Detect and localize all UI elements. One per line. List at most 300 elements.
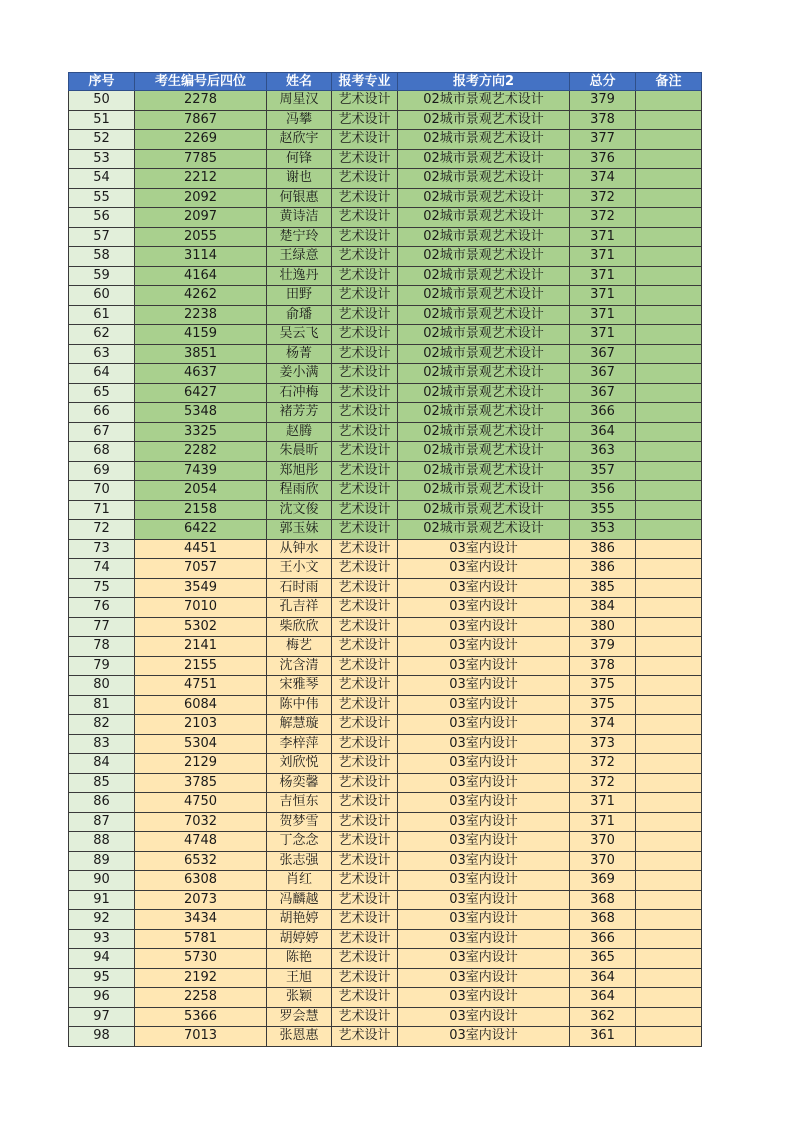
table-row [69,91,702,111]
cell-name: 胡艳婷 [267,910,332,930]
cell-direction: 03室内设计 [398,890,570,910]
cell-name: 解慧璇 [267,715,332,735]
cell-seq: 82 [69,715,135,735]
cell-seq: 90 [69,871,135,891]
table-row [69,851,702,871]
table-row [69,578,702,598]
cell-score: 364 [570,422,636,442]
table-row [69,871,702,891]
cell-id: 4751 [135,676,267,696]
cell-score: 372 [570,773,636,793]
cell-id: 4262 [135,286,267,306]
cell-name: 孔吉祥 [267,598,332,618]
cell-major: 艺术设计 [332,91,398,111]
cell-note [636,364,702,384]
cell-score: 368 [570,890,636,910]
table-row [69,266,702,286]
cell-seq: 91 [69,890,135,910]
header-id: 考生编号后四位 [135,73,267,91]
cell-direction: 03室内设计 [398,832,570,852]
cell-note [636,598,702,618]
cell-direction: 03室内设计 [398,988,570,1008]
cell-id: 2212 [135,169,267,189]
table-row [69,227,702,247]
cell-score: 364 [570,968,636,988]
cell-id: 3785 [135,773,267,793]
cell-major: 艺术设计 [332,286,398,306]
cell-seq: 71 [69,500,135,520]
cell-name: 贺梦雪 [267,812,332,832]
cell-direction: 03室内设计 [398,1007,570,1027]
cell-id: 3114 [135,247,267,267]
cell-note [636,773,702,793]
cell-name: 黄诗洁 [267,208,332,228]
cell-direction: 03室内设计 [398,773,570,793]
table-row [69,403,702,423]
cell-direction: 02城市景观艺术设计 [398,266,570,286]
cell-direction: 02城市景观艺术设计 [398,403,570,423]
cell-score: 369 [570,871,636,891]
cell-name: 从钟水 [267,539,332,559]
cell-seq: 85 [69,773,135,793]
cell-note [636,403,702,423]
cell-id: 6084 [135,695,267,715]
table-row [69,130,702,150]
cell-note [636,305,702,325]
cell-id: 4748 [135,832,267,852]
cell-score: 378 [570,110,636,130]
cell-id: 2092 [135,188,267,208]
table-row [69,910,702,930]
cell-score: 377 [570,130,636,150]
cell-score: 371 [570,325,636,345]
cell-id: 4164 [135,266,267,286]
cell-name: 张志强 [267,851,332,871]
cell-major: 艺术设计 [332,227,398,247]
cell-direction: 03室内设计 [398,754,570,774]
cell-seq: 87 [69,812,135,832]
cell-seq: 78 [69,637,135,657]
cell-seq: 96 [69,988,135,1008]
header-note: 备注 [636,73,702,91]
cell-score: 370 [570,832,636,852]
cell-direction: 03室内设计 [398,676,570,696]
cell-major: 艺术设计 [332,871,398,891]
cell-id: 7013 [135,1027,267,1047]
cell-seq: 66 [69,403,135,423]
cell-id: 2103 [135,715,267,735]
cell-direction: 03室内设计 [398,539,570,559]
cell-score: 371 [570,305,636,325]
cell-name: 丁念念 [267,832,332,852]
cell-id: 7439 [135,461,267,481]
cell-score: 375 [570,695,636,715]
cell-major: 艺术设计 [332,949,398,969]
cell-name: 陈艳 [267,949,332,969]
cell-major: 艺术设计 [332,793,398,813]
cell-seq: 70 [69,481,135,501]
cell-id: 2054 [135,481,267,501]
cell-direction: 02城市景观艺术设计 [398,286,570,306]
cell-name: 谢也 [267,169,332,189]
cell-major: 艺术设计 [332,305,398,325]
cell-name: 王绿意 [267,247,332,267]
cell-id: 5304 [135,734,267,754]
header-name: 姓名 [267,73,332,91]
cell-direction: 03室内设计 [398,851,570,871]
cell-id: 2238 [135,305,267,325]
cell-major: 艺术设计 [332,578,398,598]
cell-seq: 57 [69,227,135,247]
cell-score: 367 [570,383,636,403]
cell-direction: 02城市景观艺术设计 [398,481,570,501]
cell-major: 艺术设计 [332,169,398,189]
cell-direction: 02城市景观艺术设计 [398,208,570,228]
cell-major: 艺术设计 [332,968,398,988]
cell-major: 艺术设计 [332,481,398,501]
cell-score: 365 [570,949,636,969]
cell-note [636,1027,702,1047]
cell-note [636,812,702,832]
cell-name: 罗会慧 [267,1007,332,1027]
cell-major: 艺术设计 [332,832,398,852]
cell-score: 361 [570,1027,636,1047]
cell-major: 艺术设计 [332,656,398,676]
cell-id: 2097 [135,208,267,228]
header-seq: 序号 [69,73,135,91]
cell-note [636,676,702,696]
cell-score: 376 [570,149,636,169]
cell-major: 艺术设计 [332,442,398,462]
cell-name: 郭玉妹 [267,520,332,540]
header-major: 报考专业 [332,73,398,91]
cell-direction: 02城市景观艺术设计 [398,110,570,130]
table-row [69,344,702,364]
cell-major: 艺术设计 [332,617,398,637]
cell-major: 艺术设计 [332,520,398,540]
cell-note [636,344,702,364]
cell-note [636,539,702,559]
table-row [69,520,702,540]
cell-id: 2055 [135,227,267,247]
table-row [69,461,702,481]
table-row [69,598,702,618]
table-row [69,949,702,969]
cell-direction: 03室内设计 [398,637,570,657]
cell-seq: 75 [69,578,135,598]
table-row [69,149,702,169]
cell-note [636,149,702,169]
cell-name: 褚芳芳 [267,403,332,423]
cell-name: 姜小满 [267,364,332,384]
table-row [69,988,702,1008]
cell-note [636,500,702,520]
cell-direction: 02城市景观艺术设计 [398,91,570,111]
cell-seq: 61 [69,305,135,325]
cell-note [636,422,702,442]
cell-name: 柴欣欣 [267,617,332,637]
cell-major: 艺术设计 [332,208,398,228]
cell-major: 艺术设计 [332,461,398,481]
cell-note [636,91,702,111]
cell-note [636,988,702,1008]
cell-seq: 60 [69,286,135,306]
cell-score: 371 [570,286,636,306]
cell-score: 371 [570,812,636,832]
cell-score: 371 [570,266,636,286]
table-row [69,364,702,384]
cell-score: 379 [570,91,636,111]
cell-id: 7867 [135,110,267,130]
cell-name: 梅艺 [267,637,332,657]
cell-name: 张恩惠 [267,1027,332,1047]
cell-id: 4750 [135,793,267,813]
cell-name: 周星汉 [267,91,332,111]
cell-name: 杨菁 [267,344,332,364]
cell-seq: 74 [69,559,135,579]
cell-score: 367 [570,344,636,364]
table-row [69,754,702,774]
cell-id: 4637 [135,364,267,384]
cell-direction: 02城市景观艺术设计 [398,364,570,384]
table-row [69,812,702,832]
cell-id: 3434 [135,910,267,930]
cell-seq: 73 [69,539,135,559]
cell-seq: 63 [69,344,135,364]
table-row [69,890,702,910]
cell-major: 艺术设计 [332,851,398,871]
cell-score: 386 [570,539,636,559]
cell-name: 田野 [267,286,332,306]
cell-id: 6532 [135,851,267,871]
cell-direction: 03室内设计 [398,1027,570,1047]
cell-note [636,169,702,189]
cell-score: 379 [570,637,636,657]
cell-major: 艺术设计 [332,364,398,384]
table-row [69,695,702,715]
cell-seq: 97 [69,1007,135,1027]
cell-seq: 56 [69,208,135,228]
cell-direction: 03室内设计 [398,929,570,949]
cell-direction: 02城市景观艺术设计 [398,325,570,345]
cell-major: 艺术设计 [332,676,398,696]
cell-id: 2282 [135,442,267,462]
table-row [69,481,702,501]
cell-id: 7032 [135,812,267,832]
cell-score: 374 [570,169,636,189]
table-row [69,383,702,403]
cell-direction: 03室内设计 [398,734,570,754]
cell-major: 艺术设计 [332,1007,398,1027]
cell-seq: 84 [69,754,135,774]
table-row [69,422,702,442]
cell-id: 2141 [135,637,267,657]
cell-direction: 02城市景观艺术设计 [398,188,570,208]
table-row [69,208,702,228]
table-row [69,305,702,325]
cell-direction: 03室内设计 [398,715,570,735]
cell-major: 艺术设计 [332,754,398,774]
cell-seq: 67 [69,422,135,442]
cell-id: 5781 [135,929,267,949]
cell-score: 355 [570,500,636,520]
cell-seq: 59 [69,266,135,286]
cell-note [636,715,702,735]
cell-note [636,520,702,540]
table-row [69,929,702,949]
cell-seq: 69 [69,461,135,481]
cell-score: 353 [570,520,636,540]
cell-name: 宋雅琴 [267,676,332,696]
cell-seq: 58 [69,247,135,267]
cell-score: 384 [570,598,636,618]
cell-id: 2073 [135,890,267,910]
cell-direction: 03室内设计 [398,910,570,930]
cell-id: 3325 [135,422,267,442]
cell-major: 艺术设计 [332,247,398,267]
cell-name: 冯麟越 [267,890,332,910]
cell-major: 艺术设计 [332,559,398,579]
cell-seq: 72 [69,520,135,540]
cell-seq: 55 [69,188,135,208]
cell-major: 艺术设计 [332,344,398,364]
cell-seq: 86 [69,793,135,813]
cell-major: 艺术设计 [332,1027,398,1047]
cell-note [636,832,702,852]
cell-major: 艺术设计 [332,130,398,150]
cell-id: 2192 [135,968,267,988]
cell-major: 艺术设计 [332,734,398,754]
cell-score: 363 [570,442,636,462]
cell-seq: 98 [69,1027,135,1047]
cell-name: 赵欣宇 [267,130,332,150]
cell-id: 7057 [135,559,267,579]
cell-name: 俞璠 [267,305,332,325]
table-row [69,325,702,345]
score-table [68,72,702,1047]
cell-direction: 02城市景观艺术设计 [398,247,570,267]
cell-score: 370 [570,851,636,871]
cell-direction: 02城市景观艺术设计 [398,305,570,325]
cell-major: 艺术设计 [332,149,398,169]
cell-direction: 03室内设计 [398,812,570,832]
cell-note [636,286,702,306]
cell-seq: 95 [69,968,135,988]
table-row [69,110,702,130]
cell-direction: 02城市景观艺术设计 [398,169,570,189]
cell-note [636,754,702,774]
cell-name: 吴云飞 [267,325,332,345]
cell-score: 357 [570,461,636,481]
cell-score: 356 [570,481,636,501]
table-row [69,1027,702,1047]
header-score: 总分 [570,73,636,91]
cell-name: 张颖 [267,988,332,1008]
cell-note [636,130,702,150]
cell-name: 王旭 [267,968,332,988]
cell-name: 石时雨 [267,578,332,598]
cell-id: 5348 [135,403,267,423]
table-row [69,637,702,657]
cell-name: 刘欣悦 [267,754,332,774]
header-direction: 报考方向2 [398,73,570,91]
cell-seq: 68 [69,442,135,462]
cell-major: 艺术设计 [332,500,398,520]
cell-score: 371 [570,227,636,247]
cell-direction: 03室内设计 [398,598,570,618]
cell-score: 371 [570,793,636,813]
cell-id: 7010 [135,598,267,618]
cell-name: 沈文俊 [267,500,332,520]
cell-score: 373 [570,734,636,754]
cell-note [636,383,702,403]
cell-seq: 50 [69,91,135,111]
cell-score: 364 [570,988,636,1008]
cell-name: 胡婷婷 [267,929,332,949]
cell-id: 6427 [135,383,267,403]
cell-seq: 65 [69,383,135,403]
cell-major: 艺术设计 [332,695,398,715]
table-row [69,715,702,735]
table-row [69,832,702,852]
cell-seq: 64 [69,364,135,384]
cell-major: 艺术设计 [332,637,398,657]
cell-direction: 02城市景观艺术设计 [398,442,570,462]
cell-seq: 79 [69,656,135,676]
cell-major: 艺术设计 [332,422,398,442]
cell-id: 4451 [135,539,267,559]
cell-note [636,656,702,676]
cell-id: 4159 [135,325,267,345]
cell-direction: 02城市景观艺术设计 [398,520,570,540]
cell-score: 362 [570,1007,636,1027]
cell-id: 2129 [135,754,267,774]
table-row [69,539,702,559]
cell-note [636,578,702,598]
cell-id: 3549 [135,578,267,598]
cell-major: 艺术设计 [332,910,398,930]
cell-name: 何锋 [267,149,332,169]
table-row [69,442,702,462]
cell-note [636,188,702,208]
cell-seq: 83 [69,734,135,754]
cell-note [636,637,702,657]
cell-id: 3851 [135,344,267,364]
cell-direction: 02城市景观艺术设计 [398,130,570,150]
cell-name: 赵腾 [267,422,332,442]
table-header [69,73,702,91]
cell-direction: 02城市景观艺术设计 [398,422,570,442]
cell-note [636,929,702,949]
cell-seq: 81 [69,695,135,715]
cell-note [636,110,702,130]
cell-major: 艺术设计 [332,988,398,1008]
cell-seq: 76 [69,598,135,618]
table-row [69,968,702,988]
cell-name: 程雨欣 [267,481,332,501]
cell-seq: 94 [69,949,135,969]
cell-note [636,890,702,910]
cell-major: 艺术设计 [332,812,398,832]
cell-seq: 88 [69,832,135,852]
cell-id: 2269 [135,130,267,150]
cell-id: 2155 [135,656,267,676]
cell-seq: 89 [69,851,135,871]
cell-name: 沈含清 [267,656,332,676]
cell-score: 374 [570,715,636,735]
cell-note [636,793,702,813]
cell-score: 372 [570,754,636,774]
